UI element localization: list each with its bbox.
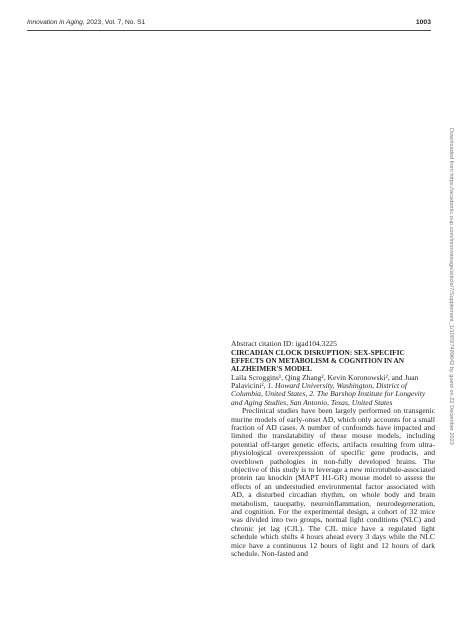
journal-volume-info: , 2023, Vol. 7, No. S1	[82, 19, 146, 26]
page-number: 1003	[415, 19, 431, 26]
abstract-citation-id: Abstract citation ID: igad104.3225	[231, 339, 337, 348]
journal-citation	[27, 19, 145, 26]
download-notice: Downloaded from https://academic.oup.com/innovateage/article/7/Supplement_1/1003/7489642 by guest on 22 December 2023	[448, 128, 454, 445]
authors: Laila Scroggins¹, Qing Zhang², Kevin Koronowski², and Juan Palavicini²,	[231, 372, 419, 390]
abstract-body: Preclinical studies have been largely performed on transgenic murine models of early-onset AD, which only accounts for a small fraction of AD cases. A number of confounds have impacted and limited the translatability of these mouse models, including potential off-target genetic effects, artifacts resulting from ultra-physiological overexpression of specific gene products, and overblown pathologies in non-fully developed brains. The objective of this study is to leverage a new microtubule-associated protein tau knockin (MAPT H1-GR) mouse model to assess the effects of an understudied environmental factor associated with AD, a disturbed circadian rhythm, on whole body and brain metabolism, tauopathy, neuroinflammation, neurodegeneration, and cognition. For the experimental design, a cohort of 32 mice was divided into two groups, normal light conditions (NLC) and chronic jet lag (CJL). The CJL mice have a regulated light schedule which shifts 4 hours ahead every 3 days while the NLC mice have a continuous 12 hours of light and 12 hours of dark schedule. Non-fasted and	[231, 406, 435, 559]
journal-name: Innovation in Aging	[27, 19, 83, 26]
affiliations: 1. Howard University, Washington, District of Columbia, United States, 2. The Barshop Institute for Longevity and Aging Studies, San Antonio, Texas, United States	[231, 380, 426, 407]
abstract-title: CIRCADIAN CLOCK DISRUPTION: SEX-SPECIFIC EFFECTS ON METABOLISM & COGNITION IN AN ALZHEIMER'S MODEL	[231, 347, 405, 374]
abstract-article	[231, 340, 435, 558]
header-rule	[27, 30, 431, 31]
author-list	[231, 374, 435, 408]
